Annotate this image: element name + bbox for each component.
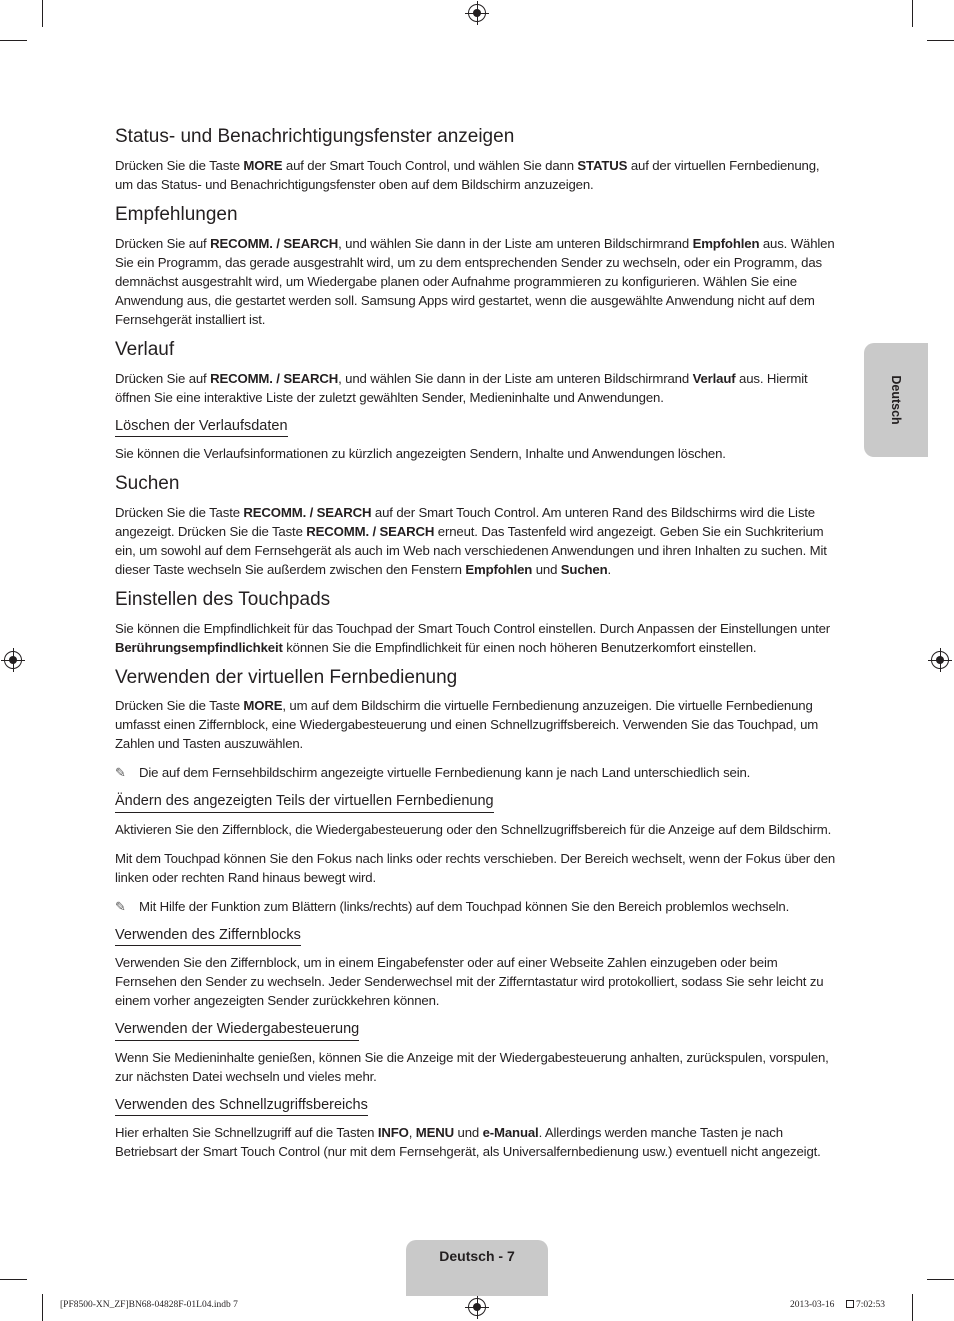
text-run: Drücken Sie auf bbox=[115, 235, 211, 251]
bold-term: MORE bbox=[243, 157, 283, 173]
text-run: Verwenden Sie den Ziffernblock, um in einem Eingabefenster oder auf einer Webseite Zahlen einzugeben oder beim Fernsehen den Sender zu wechseln. Jeder Senderwechsel mit der Zifferntastatur wird protokolliert, sodass Sie sehr leicht zu einem vorher angezeigten Sender zurückkehren können. bbox=[115, 955, 824, 1009]
registration-mark-icon bbox=[468, 1298, 486, 1316]
section bbox=[115, 204, 839, 329]
text-run: Drücken Sie die Taste bbox=[115, 157, 244, 173]
pencil-icon: ✎ bbox=[115, 765, 126, 781]
text-run: und bbox=[454, 1125, 483, 1141]
bold-term: INFO bbox=[377, 1125, 409, 1141]
section-heading: Verlauf bbox=[115, 338, 175, 360]
section-heading: Einstellen des Touchpads bbox=[115, 588, 331, 610]
body-paragraph bbox=[115, 849, 839, 887]
crop-mark bbox=[42, 1294, 43, 1321]
crop-mark bbox=[927, 40, 954, 41]
bold-term: RECOMM. / SEARCH bbox=[210, 370, 339, 386]
section-heading: Verwenden der virtuellen Fernbedienung bbox=[115, 666, 458, 688]
text-run: Die auf dem Fernsehbildschirm angezeigte virtuelle Fernbedienung kann je nach Land unterschiedlich sein. bbox=[139, 765, 751, 781]
text-run: erneut. Das Tastenfeld wird angezeigt. Geben Sie ein Suchkriterium ein, um sowohl auf dem Fernsehgerät als auch im Web nach verschiedenen Anwendungen und ihren Inhalten zu suchen. Mit dieser Taste wechseln Sie außerdem zwischen den Fenstern bbox=[115, 523, 827, 577]
body-paragraph bbox=[115, 156, 839, 194]
footer-time-value: 7:02:53 bbox=[856, 1300, 886, 1310]
bold-term: MORE bbox=[243, 698, 283, 714]
text-run: Sie können die Verlaufsinformationen zu kürzlich angezeigten Sendern, Inhalte und Anwendungen löschen. bbox=[115, 445, 726, 461]
body-paragraph bbox=[115, 1123, 839, 1161]
footer-file: [PF8500-XN_ZF]BN68-04828F-01L04.indb 7 bbox=[60, 1300, 238, 1310]
pencil-icon: ✎ bbox=[115, 898, 126, 914]
section bbox=[115, 473, 839, 579]
bold-term: RECOMM. / SEARCH bbox=[243, 504, 372, 520]
subsection bbox=[115, 1020, 839, 1085]
text-run: . bbox=[607, 561, 612, 577]
section-heading: Suchen bbox=[115, 472, 180, 494]
subsection-heading: Ändern des angezeigten Teils der virtuellen Fernbedienung bbox=[115, 793, 494, 812]
text-run: , und wählen Sie dann in der Liste am unteren Bildschirmrand bbox=[338, 370, 693, 386]
section-heading: Empfehlungen bbox=[115, 203, 238, 225]
text-run: können Sie die Empfindlichkeit für einen noch höheren Benutzerkomfort einstellen. bbox=[282, 639, 757, 655]
text-run: Drücken Sie die Taste bbox=[115, 504, 244, 520]
body-paragraph bbox=[115, 369, 839, 407]
page-number-label: Deutsch - 7 bbox=[439, 1248, 515, 1264]
registration-mark-icon bbox=[4, 651, 22, 669]
bold-term: Verlauf bbox=[692, 370, 736, 386]
text-run: auf der virtuellen Fernbedienung, um das Status- und Benachrichtigungsfenster oben auf dem Bildschirm anzuzeigen. bbox=[115, 157, 820, 192]
note-paragraph bbox=[115, 897, 839, 916]
crop-mark bbox=[0, 40, 27, 41]
bold-term: e-Manual bbox=[482, 1125, 539, 1141]
bold-term: Berührungsempfindlichkeit bbox=[115, 639, 283, 655]
registration-mark-icon bbox=[931, 651, 949, 669]
bold-term: Suchen bbox=[560, 561, 608, 577]
crop-mark bbox=[927, 1279, 954, 1280]
bold-term: MENU bbox=[415, 1125, 454, 1141]
subsection bbox=[115, 417, 839, 463]
document-body bbox=[115, 126, 839, 1171]
bold-term: Empfohlen bbox=[692, 235, 760, 251]
footer-time bbox=[846, 1300, 885, 1310]
text-run: Mit dem Touchpad können Sie den Fokus nach links oder rechts verschieben. Der Bereich wechselt, wenn der Fokus über den linken oder rechten Rand hinaus bewegt wird. bbox=[115, 850, 836, 885]
crop-mark bbox=[42, 0, 43, 27]
text-run: Drücken Sie die Taste bbox=[115, 698, 244, 714]
text-run: , um auf dem Bildschirm die virtuelle Fernbedienung anzuzeigen. Die virtuelle Fernbedienung umfasst einen Ziffernblock, eine Wiedergabesteuerung und einen Schnellzugriffsbereich. Verwenden Sie das Touchpad, um Zahlen und Tasten auszuwählen. bbox=[115, 698, 819, 752]
clock-icon bbox=[846, 1300, 854, 1308]
body-paragraph bbox=[115, 1048, 839, 1086]
body-paragraph bbox=[115, 503, 839, 579]
subsection bbox=[115, 792, 839, 915]
body-paragraph bbox=[115, 444, 839, 463]
body-paragraph bbox=[115, 953, 839, 1010]
section bbox=[115, 339, 839, 463]
bold-term: RECOMM. / SEARCH bbox=[210, 235, 339, 251]
body-paragraph bbox=[115, 820, 839, 839]
crop-mark bbox=[0, 1279, 27, 1280]
body-paragraph bbox=[115, 619, 839, 657]
text-run: Drücken Sie auf bbox=[115, 370, 211, 386]
page-number-tab bbox=[406, 1240, 548, 1296]
text-run: , bbox=[408, 1125, 416, 1141]
registration-mark-icon bbox=[468, 4, 486, 22]
text-run: , und wählen Sie dann in der Liste am unteren Bildschirmrand bbox=[338, 235, 693, 251]
text-run: . Allerdings werden manche Tasten je nach Betriebsart der Smart Touch Control (nur mit dem Fernsehgerät, als Universalfernbedienung usw.) eventuell nicht angezeigt. bbox=[115, 1125, 821, 1160]
side-tab-label: Deutsch bbox=[889, 375, 903, 425]
footer-date: 2013-03-16 bbox=[790, 1300, 835, 1310]
section bbox=[115, 667, 839, 1161]
subsection-heading: Verwenden der Wiedergabesteuerung bbox=[115, 1021, 359, 1040]
bold-term: STATUS bbox=[577, 157, 628, 173]
section bbox=[115, 589, 839, 657]
language-side-tab bbox=[864, 343, 928, 457]
text-run: auf der Smart Touch Control. Am unteren Rand des Bildschirms wird die Liste angezeigt. Drücken Sie die Taste bbox=[115, 504, 815, 539]
text-run: Aktivieren Sie den Ziffernblock, die Wiedergabesteuerung oder den Schnellzugriffsbereich für die Anzeige auf dem Bildschirm. bbox=[115, 821, 832, 837]
section-heading: Status- und Benachrichtigungsfenster anzeigen bbox=[115, 126, 515, 147]
text-run: aus. Hiermit öffnen Sie eine interaktive Liste der zuletzt gewählten Sender, Medieninhalte und Anwendungen. bbox=[115, 370, 808, 405]
bold-term: RECOMM. / SEARCH bbox=[306, 523, 435, 539]
subsection-heading: Verwenden des Ziffernblocks bbox=[115, 927, 301, 946]
text-run: Hier erhalten Sie Schnellzugriff auf die Tasten bbox=[115, 1125, 378, 1141]
note-paragraph bbox=[115, 763, 839, 782]
text-run: und bbox=[532, 561, 561, 577]
crop-mark bbox=[912, 1294, 913, 1321]
subsection bbox=[115, 1096, 839, 1161]
crop-mark bbox=[912, 0, 913, 27]
text-run: Mit Hilfe der Funktion zum Blättern (links/rechts) auf dem Touchpad können Sie den Bereich problemlos wechseln. bbox=[139, 898, 790, 914]
text-run: auf der Smart Touch Control, und wählen Sie dann bbox=[282, 157, 578, 173]
text-run: Wenn Sie Medieninhalte genießen, können Sie die Anzeige mit der Wiedergabesteuerung anhalten, zurückspulen, vorspulen, zur nächsten Datei wechseln und vieles mehr. bbox=[115, 1049, 829, 1084]
text-run: aus. Wählen Sie ein Programm, das gerade ausgestrahlt wird, um zu dem entsprechenden Sender zu wechseln, oder ein Programm, das demnächst ausgestrahlt wird, um Wiedergabe planen oder Aufnahme programmieren zu konfigurieren. Wählen Sie eine Anwendung aus, die gestartet werden soll. Samsung Apps wird gestartet, wenn die ausgewählte Anwendung nicht auf dem Fernsehgerät installiert ist. bbox=[115, 235, 835, 327]
section bbox=[115, 126, 839, 194]
subsection bbox=[115, 926, 839, 1010]
body-paragraph bbox=[115, 234, 839, 329]
bold-term: Empfohlen bbox=[465, 561, 533, 577]
body-paragraph bbox=[115, 696, 839, 753]
subsection-heading: Löschen der Verlaufsdaten bbox=[115, 418, 288, 437]
subsection-heading: Verwenden des Schnellzugriffsbereichs bbox=[115, 1097, 368, 1116]
text-run: Sie können die Empfindlichkeit für das Touchpad der Smart Touch Control einstellen. Durch Anpassen der Einstellungen unter bbox=[115, 620, 831, 636]
